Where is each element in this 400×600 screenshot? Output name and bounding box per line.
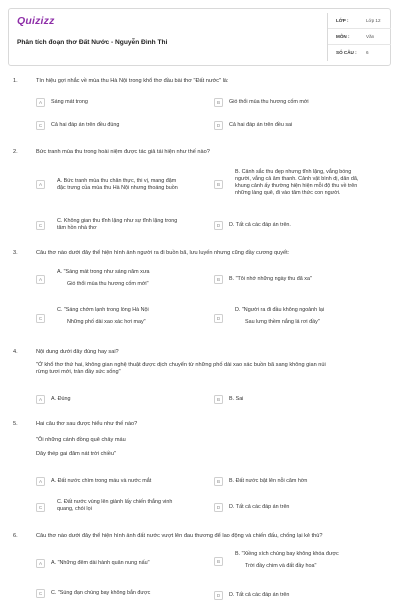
option-d[interactable]: [214, 591, 289, 600]
question-1: [8, 78, 392, 138]
option-letter: B: [214, 395, 223, 404]
option-a-text: [57, 178, 178, 192]
option-text: A. Đúng: [51, 395, 71, 402]
option-a[interactable]: [36, 477, 151, 486]
question-text: Câu thơ nào dưới đây thể hiện hình ảnh người ra đi buồn bã, lưu luyến nhưng cũng đầy cương quyết:: [36, 250, 290, 256]
option-text: Sáng mát trong: [51, 98, 88, 105]
option-a[interactable]: [36, 98, 88, 107]
option-a-text: [57, 269, 149, 288]
option-letter: A: [36, 395, 45, 404]
option-text: A. Đất nước chìm trong máu và nước mắt: [51, 477, 152, 484]
quizizz-logo: Quizizz: [17, 15, 55, 27]
option-c-text: [57, 307, 149, 326]
question-3: [8, 250, 392, 338]
option-line: những làng quê, đi vào tâm thức con người.: [235, 190, 341, 197]
option-b[interactable]: [214, 477, 307, 486]
meta-key: LỚP :: [336, 17, 349, 23]
question-text: Tín hiệu gợi nhắc về mùa thu Hà Nội trong khổ thơ đầu bài thơ "Đất nước" là:: [36, 78, 229, 84]
question-text: Hai câu thơ sau được hiểu như thế nào?: [36, 421, 138, 427]
option-text: Cả hai đáp án trên đều đúng: [51, 121, 120, 128]
option-d[interactable]: [214, 314, 223, 323]
option-b[interactable]: [214, 395, 243, 404]
option-b-text: [235, 169, 358, 197]
option-line: Sau lưng thềm nắng lá rơi đầy": [245, 319, 320, 326]
meta-key: MÔN :: [336, 33, 350, 39]
option-text: B. Sai: [229, 395, 244, 402]
option-c[interactable]: [36, 314, 45, 323]
option-letter: B: [214, 557, 223, 566]
option-c[interactable]: [36, 589, 150, 598]
option-letter: B: [214, 98, 223, 107]
option-letter: D: [214, 314, 223, 323]
option-letter: B: [214, 180, 223, 189]
option-b[interactable]: [214, 180, 223, 189]
option-text: C. "Súng đạn chúng bay không bắn được: [51, 589, 151, 596]
option-c[interactable]: [36, 503, 45, 512]
option-d[interactable]: [214, 503, 289, 512]
question-5: [8, 421, 392, 521]
meta-key: SỐ CÂU :: [336, 50, 357, 56]
option-text: B. "Tôi nhớ những ngày thu đã xa": [229, 275, 312, 282]
option-line: tâm hồn nhà thơ: [57, 225, 97, 232]
statement-line: "Ở khổ thơ thứ hai, không gian nghệ thuật được dịch chuyển từ những phố dài xao xác buồn bã sang không gian núi: [36, 362, 326, 368]
option-letter: D: [214, 121, 223, 130]
option-c-text: [57, 499, 172, 513]
option-line: C. Không gian thu tĩnh lặng như sự tĩnh lặng trong: [57, 218, 178, 224]
option-line: A. "Sáng mát trong như sáng năm xưa: [57, 269, 150, 275]
option-line: người, vắng cả âm thanh. Cảnh vật bình dị, dân dã,: [235, 176, 359, 183]
question-number: 6.: [13, 533, 18, 539]
option-d[interactable]: [214, 121, 292, 130]
option-c[interactable]: [36, 121, 119, 130]
meta-row-count: [328, 45, 391, 61]
option-letter: C: [36, 503, 45, 512]
option-c[interactable]: [36, 221, 45, 230]
question-number: 3.: [13, 250, 18, 256]
option-letter: C: [36, 314, 45, 323]
option-letter: A: [36, 559, 45, 568]
option-letter: A: [36, 98, 45, 107]
meta-value: Lớp 12: [366, 17, 381, 23]
option-line: quang, chói lọi: [57, 506, 92, 513]
option-letter: A: [36, 180, 45, 189]
question-number: 1.: [13, 78, 18, 84]
question-6: [8, 533, 392, 600]
option-letter: D: [214, 503, 223, 512]
verse-line: "Ôi những cánh đồng quê chảy máu: [36, 437, 126, 443]
statement-line: rừng tươi mới, tràn đầy sức sống": [36, 369, 121, 376]
option-letter: D: [214, 221, 223, 230]
option-a[interactable]: [36, 180, 45, 189]
option-letter: C: [36, 589, 45, 598]
option-letter: B: [214, 275, 223, 284]
worksheet-header: [8, 8, 391, 66]
option-a[interactable]: [36, 559, 150, 568]
option-b[interactable]: [214, 557, 223, 566]
question-text: Câu thơ nào dưới đây thể hiện hình ảnh đất nước vượt lên đau thương để lao động và chiến đấu, chống lại kẻ thù?: [36, 533, 323, 539]
option-line: Trời đầy chim và đất đầy hoa": [245, 563, 317, 570]
option-b[interactable]: [214, 275, 312, 284]
question-text: Nội dung dưới đây đúng hay sai?: [36, 349, 119, 355]
option-line: A. Bức tranh mùa thu chân thực, thi vị, mang đậm: [57, 178, 177, 184]
option-text: D. Tất cả các đáp án trên.: [229, 221, 291, 228]
option-letter: B: [214, 477, 223, 486]
option-letter: D: [214, 591, 223, 600]
worksheet-title: Phân tích đoạn thơ Đất Nước - Nguyễn Đình Thi: [17, 39, 168, 46]
option-d-text: [235, 307, 324, 326]
option-text: D. Tất cả các đáp án trên: [229, 503, 290, 510]
option-line: B. Cảnh sắc thu đẹp nhưng tĩnh lặng, vắng bóng: [235, 169, 352, 175]
question-number: 4.: [13, 349, 18, 355]
option-a[interactable]: [36, 275, 45, 284]
option-a[interactable]: [36, 395, 70, 404]
option-text: B. Đất nước bật lên nỗi căm hờn: [229, 477, 308, 484]
question-4: [8, 349, 392, 409]
option-d[interactable]: [214, 221, 291, 230]
option-b[interactable]: [214, 98, 309, 107]
meta-row-subject: [328, 29, 391, 45]
question-number: 5.: [13, 421, 18, 427]
option-letter: A: [36, 477, 45, 486]
option-line: đặc trưng của mùa thu Hà Nội nhưng thoáng buồn: [57, 185, 178, 192]
option-line: C. "Sáng chớm lạnh trong lòng Hà Nội: [57, 307, 149, 313]
option-letter: C: [36, 221, 45, 230]
meta-row-class: [328, 13, 391, 29]
option-c-text: [57, 218, 177, 232]
option-text: Gió thổi mùa thu hương cốm mới: [229, 98, 309, 105]
question-verse: [36, 437, 386, 459]
option-line: Những phố dài xao xác hơi may": [67, 319, 146, 326]
option-line: khung cảnh ấy thường hiện hiện mỗi độ thu về trên: [235, 183, 358, 190]
option-b-text: [235, 551, 339, 570]
worksheet-meta: [327, 13, 391, 61]
option-letter: A: [36, 275, 45, 284]
question-statement: [36, 362, 386, 377]
verse-line: Dây thép gai đâm nát trời chiều": [36, 451, 116, 458]
option-text: D. Tất cả các đáp án trên: [229, 591, 290, 598]
option-letter: C: [36, 121, 45, 130]
option-line: Gió thổi mùa thu hương cốm mới": [67, 281, 149, 288]
question-2: [8, 149, 392, 244]
option-line: B. "Xiềng xích chúng bay không khóa được: [235, 551, 339, 557]
meta-value: Văn: [366, 33, 375, 39]
option-text: Cả hai đáp án trên đều sai: [229, 121, 293, 128]
meta-value: 6: [366, 50, 369, 56]
option-line: C. Đất nước vùng lên giành lấy chiến thắng vinh: [57, 499, 173, 505]
question-number: 2.: [13, 149, 18, 155]
option-text: A. "Những đêm dài hành quân nung nấu": [51, 559, 150, 566]
question-text: Bức tranh mùa thu trong hoài niệm được tác giả tái hiện như thế nào?: [36, 149, 210, 155]
option-line: D. "Người ra đi đầu không ngoảnh lại: [235, 307, 325, 313]
